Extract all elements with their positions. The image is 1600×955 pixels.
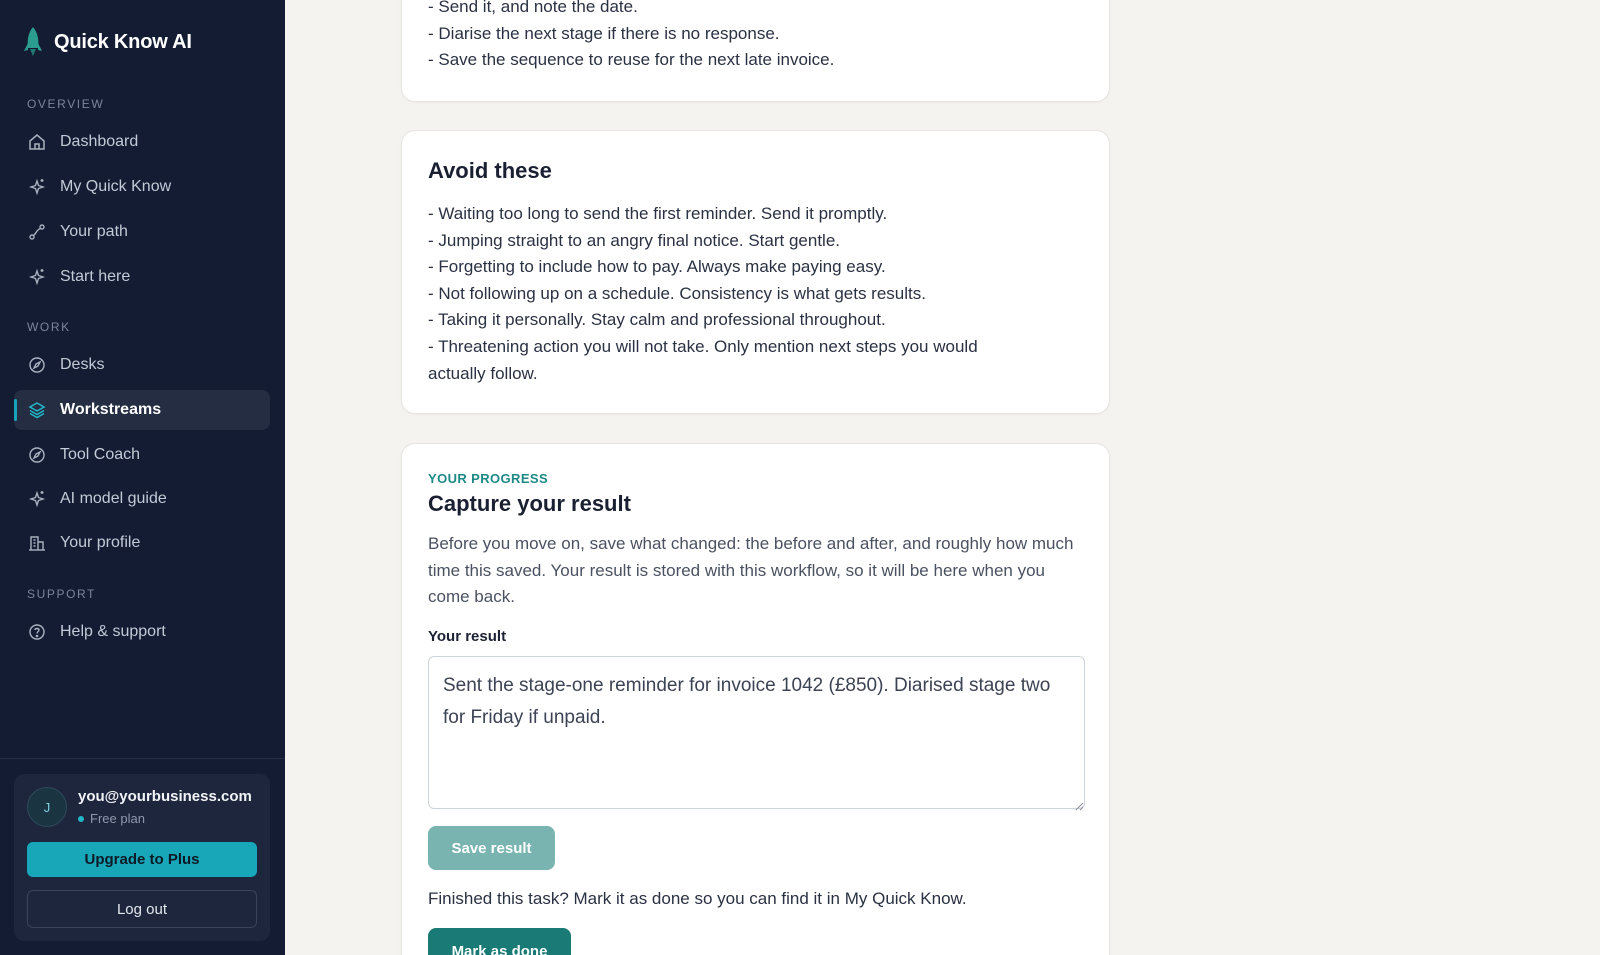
layers-icon bbox=[28, 401, 46, 419]
sidebar-item-label: Tool Coach bbox=[60, 446, 141, 463]
avoid-card bbox=[401, 130, 1110, 414]
list-item: - Send it, and note the date. bbox=[428, 0, 638, 16]
sidebar-divider bbox=[0, 758, 285, 759]
compass-icon bbox=[28, 446, 46, 464]
avoid-list bbox=[428, 201, 978, 387]
sparkle-icon bbox=[28, 268, 46, 286]
logout-button[interactable]: Log out bbox=[27, 890, 257, 928]
section-label-support: SUPPORT bbox=[27, 587, 96, 601]
sidebar-item-label: Your profile bbox=[60, 534, 141, 551]
section-label-overview: OVERVIEW bbox=[27, 97, 105, 111]
list-item: actually follow. bbox=[428, 363, 538, 383]
plan-label: Free plan bbox=[90, 811, 145, 826]
sparkle-icon bbox=[28, 178, 46, 196]
resize-handle-icon[interactable] bbox=[1074, 798, 1084, 808]
card-title: Avoid these bbox=[428, 158, 552, 183]
card-title: Capture your result bbox=[428, 491, 631, 516]
list-item: - Diarise the next stage if there is no response. bbox=[428, 23, 780, 43]
section-label-work: WORK bbox=[27, 320, 71, 334]
sidebar-item-label: Desks bbox=[60, 356, 105, 373]
list-item: - Jumping straight to an angry final notice. Start gentle. bbox=[428, 230, 841, 250]
compass-icon bbox=[28, 356, 46, 374]
status-dot-icon bbox=[78, 816, 84, 822]
sidebar-item-label: Your path bbox=[60, 223, 128, 240]
eyebrow-label: YOUR PROGRESS bbox=[428, 471, 549, 486]
sidebar-item-my-quick-know[interactable] bbox=[14, 167, 270, 207]
upgrade-button[interactable]: Upgrade to Plus bbox=[27, 842, 257, 877]
sidebar-item-your-path[interactable] bbox=[14, 212, 270, 252]
list-item: - Waiting too long to send the first reminder. Send it promptly. bbox=[428, 204, 888, 223]
result-field-label: Your result bbox=[428, 628, 507, 645]
list-item: - Save the sequence to reuse for the next late invoice. bbox=[428, 50, 835, 70]
sidebar-item-dashboard[interactable] bbox=[14, 122, 270, 162]
sidebar-item-tool-coach[interactable] bbox=[14, 435, 270, 475]
steps-card bbox=[401, 0, 1110, 102]
plan-badge bbox=[78, 811, 145, 826]
avatar[interactable]: J bbox=[27, 787, 67, 827]
steps-list bbox=[428, 0, 834, 74]
card-description: Before you move on, save what changed: the before and after, and roughly how much time this saved. Your result is stored with this workflow, so it will be here when you come back. bbox=[428, 534, 1074, 607]
mark-as-done-button[interactable]: Mark as done bbox=[428, 928, 571, 955]
sidebar bbox=[0, 0, 285, 955]
rocket-icon bbox=[22, 26, 44, 58]
save-result-button[interactable]: Save result bbox=[428, 826, 555, 870]
help-circle-icon bbox=[28, 623, 46, 641]
brand-name: Quick Know AI bbox=[54, 30, 192, 53]
sparkle-icon bbox=[28, 490, 46, 508]
sidebar-item-your-profile[interactable] bbox=[14, 523, 270, 563]
sidebar-item-label: Help & support bbox=[60, 623, 166, 640]
sidebar-item-start-here[interactable] bbox=[14, 257, 270, 297]
progress-card bbox=[401, 443, 1110, 955]
sidebar-item-workstreams[interactable] bbox=[14, 390, 270, 430]
building-icon bbox=[28, 534, 46, 552]
route-icon bbox=[28, 223, 46, 241]
list-item: - Taking it personally. Stay calm and professional throughout. bbox=[428, 310, 886, 330]
sidebar-item-label: Start here bbox=[60, 268, 131, 285]
sidebar-item-label: Dashboard bbox=[60, 133, 139, 150]
list-item: - Not following up on a schedule. Consistency is what gets results. bbox=[428, 283, 926, 303]
result-textarea[interactable] bbox=[428, 656, 1085, 809]
sidebar-item-desks[interactable] bbox=[14, 345, 270, 385]
sidebar-item-help-support[interactable] bbox=[14, 612, 270, 652]
sidebar-item-label: AI model guide bbox=[60, 490, 167, 507]
account-card bbox=[14, 774, 270, 941]
account-email: you@yourbusiness.com bbox=[78, 788, 252, 805]
list-item: - Threatening action you will not take. Only mention next steps you would bbox=[428, 336, 978, 356]
list-item: - Forgetting to include how to pay. Always make paying easy. bbox=[428, 257, 886, 277]
home-icon bbox=[28, 133, 46, 151]
done-prompt: Finished this task? Mark it as done so you can find it in My Quick Know. bbox=[428, 889, 967, 908]
brand[interactable] bbox=[22, 26, 192, 58]
sidebar-item-ai-model-guide[interactable] bbox=[14, 479, 270, 519]
sidebar-item-label: My Quick Know bbox=[60, 178, 172, 195]
sidebar-item-label: Workstreams bbox=[60, 401, 162, 418]
